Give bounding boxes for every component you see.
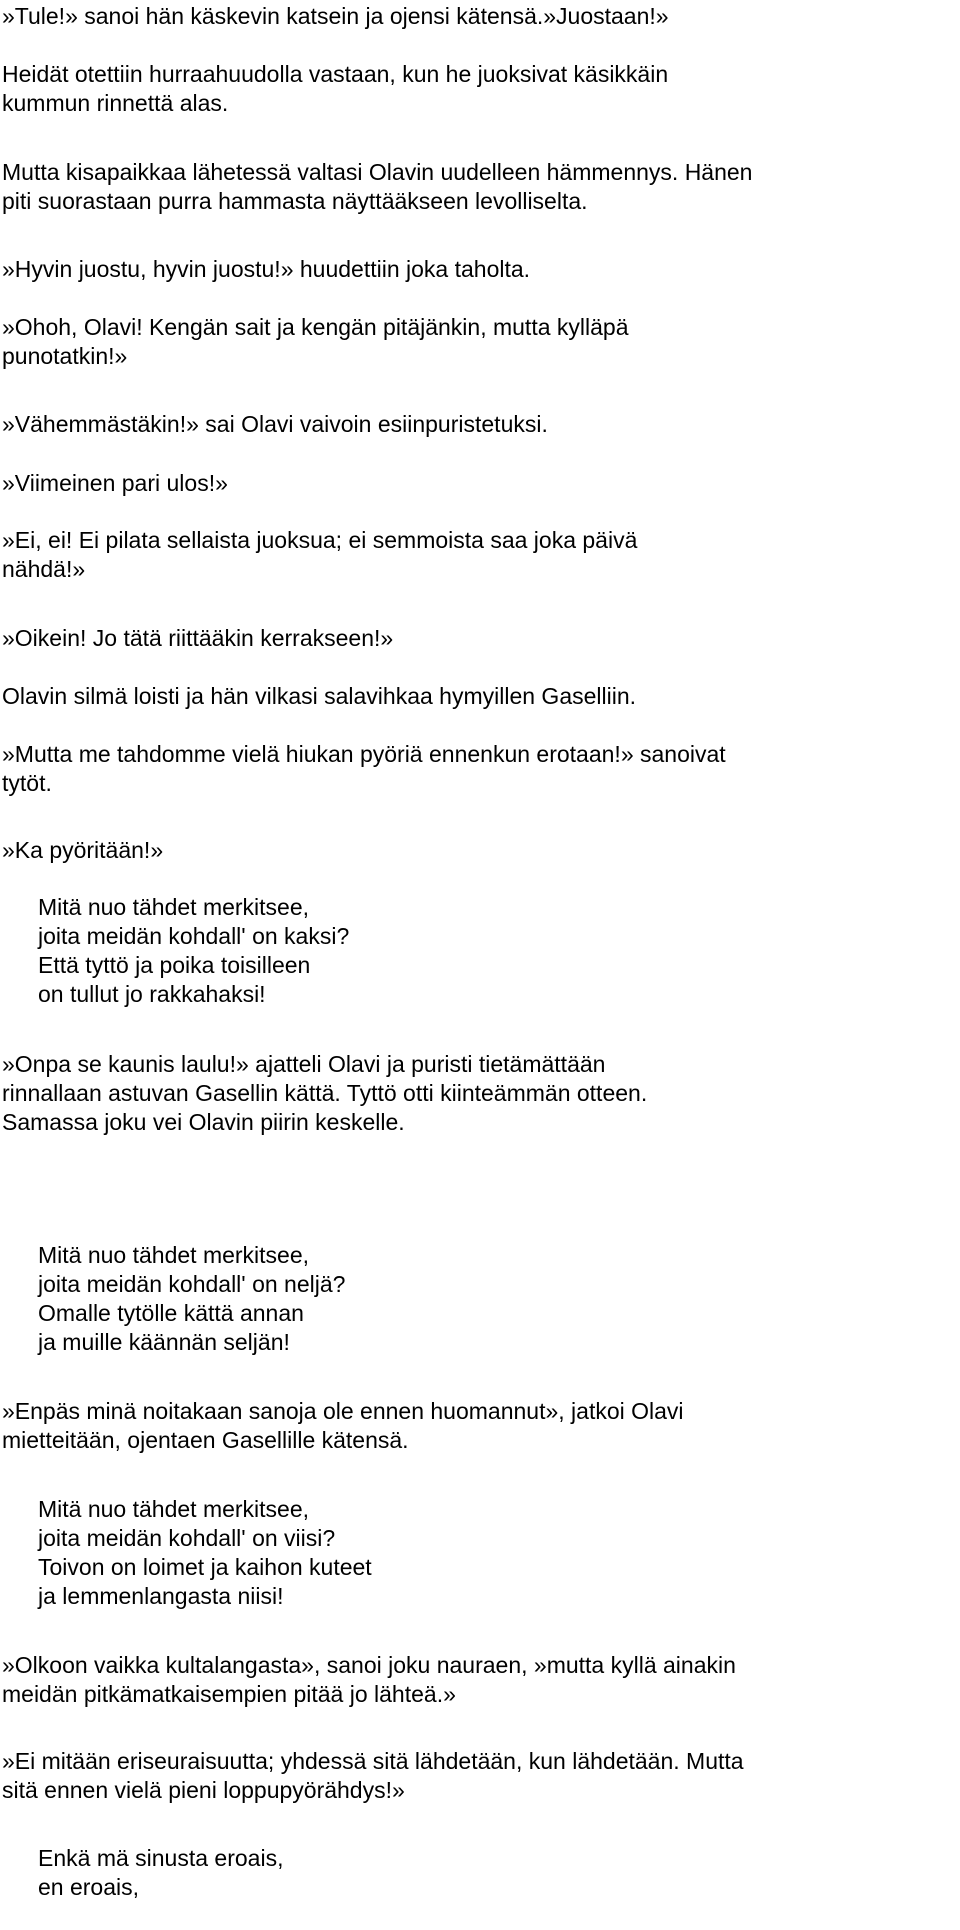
paragraph <box>2 158 752 216</box>
verse-line: Enkä mä sinusta eroais, <box>38 1845 284 1871</box>
text-line: mietteitään, ojentaen Gasellille kätensä. <box>2 1427 409 1453</box>
text-line: Heidät otettiin hurraahuudolla vastaan, kun he juoksivat käsikkäin <box>2 61 669 87</box>
paragraph <box>2 526 637 584</box>
text-line: »Tule!» sanoi hän käskevin katsein ja ojensi kätensä.»Juostaan!» <box>2 3 669 29</box>
paragraph <box>2 1747 744 1805</box>
verse-line: Mitä nuo tähdet merkitsee, <box>38 894 310 920</box>
verse-line: ja lemmenlangasta niisi! <box>38 1583 284 1609</box>
text-line: Mutta kisapaikkaa lähetessä valtasi Olavin uudelleen hämmennys. Hänen <box>2 159 753 185</box>
text-line: piti suorastaan purra hammasta näyttääkseen levolliselta. <box>2 188 588 214</box>
text-line: »Onpa se kaunis laulu!» ajatteli Olavi ja puristi tietämättään <box>2 1051 606 1077</box>
paragraph <box>2 1050 647 1137</box>
text-line: »Ka pyöritään!» <box>2 837 164 863</box>
verse-line: Että tyttö ja poika toisilleen <box>38 952 311 978</box>
verse-stanza <box>38 893 349 1009</box>
verse-line: ja muille käännän seljän! <box>38 1329 290 1355</box>
text-line: »Enpäs minä noitakaan sanoja ole ennen huomannut», jatkoi Olavi <box>2 1398 684 1424</box>
text-line: »Vähemmästäkin!» sai Olavi vaivoin esiinpuristetuksi. <box>2 411 548 437</box>
verse-line: Mitä nuo tähdet merkitsee, <box>38 1242 310 1268</box>
paragraph <box>2 836 163 865</box>
paragraph <box>2 469 228 498</box>
paragraph <box>2 682 636 711</box>
verse-line: joita meidän kohdall' on kaksi? <box>38 923 350 949</box>
paragraph <box>2 624 393 653</box>
paragraph <box>2 1397 684 1455</box>
verse-stanza <box>38 1844 283 1902</box>
text-line: punotatkin!» <box>2 343 128 369</box>
paragraph <box>2 313 629 371</box>
text-line: »Ei, ei! Ei pilata sellaista juoksua; ei semmoista saa joka päivä <box>2 527 638 553</box>
text-line: »Olkoon vaikka kultalangasta», sanoi joku nauraen, »mutta kyllä ainakin <box>2 1652 736 1678</box>
verse-stanza <box>38 1495 372 1611</box>
verse-line: Mitä nuo tähdet merkitsee, <box>38 1496 310 1522</box>
paragraph <box>2 1651 736 1709</box>
text-line: kummun rinnettä alas. <box>2 90 229 116</box>
text-line: »Mutta me tahdomme vielä hiukan pyöriä ennenkun erotaan!» sanoivat <box>2 741 726 767</box>
text-line: Samassa joku vei Olavin piirin keskelle. <box>2 1109 405 1135</box>
text-line: sitä ennen vielä pieni loppupyörähdys!» <box>2 1777 405 1803</box>
verse-line: en eroais, <box>38 1874 140 1900</box>
verse-line: joita meidän kohdall' on viisi? <box>38 1525 336 1551</box>
verse-line: joita meidän kohdall' on neljä? <box>38 1271 346 1297</box>
text-line: »Ohoh, Olavi! Kengän sait ja kengän pitäjänkin, mutta kylläpä <box>2 314 629 340</box>
text-line: »Hyvin juostu, hyvin juostu!» huudettiin joka taholta. <box>2 256 531 282</box>
verse-line: Omalle tytölle kättä annan <box>38 1300 304 1326</box>
text-line: nähdä!» <box>2 556 86 582</box>
paragraph <box>2 60 668 118</box>
paragraph <box>2 740 726 798</box>
paragraph <box>2 255 530 284</box>
text-line: Olavin silmä loisti ja hän vilkasi salavihkaa hymyillen Gaselliin. <box>2 683 637 709</box>
text-line: meidän pitkämatkaisempien pitää jo lähteä.» <box>2 1681 456 1707</box>
text-line: »Viimeinen pari ulos!» <box>2 470 228 496</box>
text-line: rinnallaan astuvan Gasellin kättä. Tyttö otti kiinteämmän otteen. <box>2 1080 648 1106</box>
verse-stanza <box>38 1241 345 1357</box>
verse-line: Toivon on loimet ja kaihon kuteet <box>38 1554 372 1580</box>
verse-line: on tullut jo rakkahaksi! <box>38 981 266 1007</box>
paragraph <box>2 410 548 439</box>
text-line: tytöt. <box>2 770 52 796</box>
text-line: »Oikein! Jo tätä riittääkin kerrakseen!» <box>2 625 394 651</box>
paragraph <box>2 2 669 31</box>
text-line: »Ei mitään eriseuraisuutta; yhdessä sitä lähdetään, kun lähdetään. Mutta <box>2 1748 744 1774</box>
